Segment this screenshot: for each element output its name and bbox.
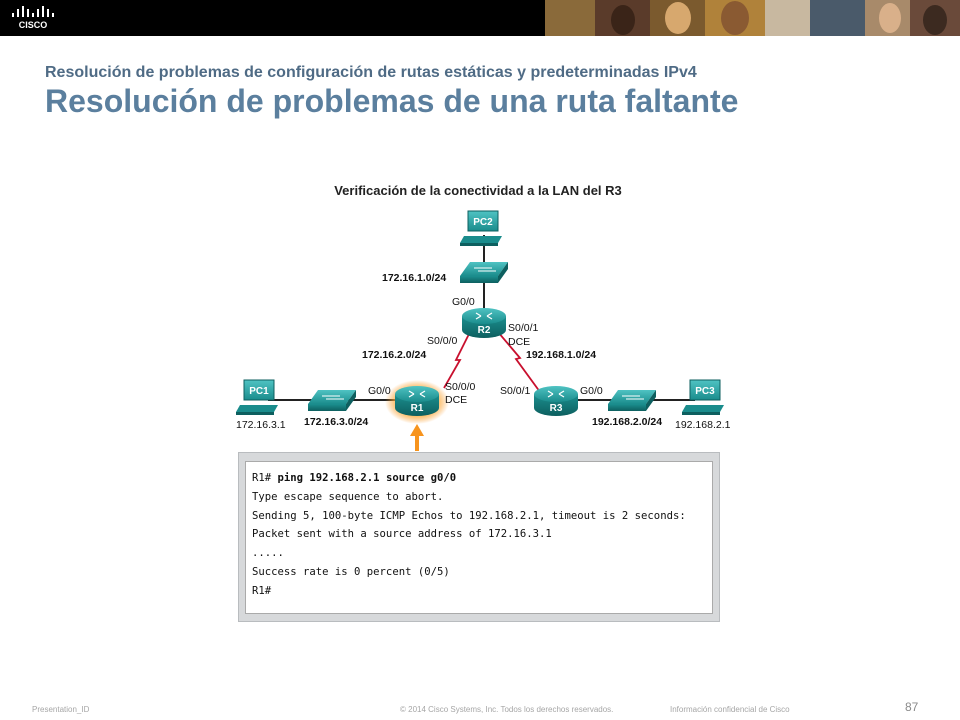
cli-prompt: R1# [252, 472, 278, 484]
cli-line: ..... [252, 547, 284, 560]
r2-dce-label: DCE [508, 336, 531, 348]
cli-line: Success rate is 0 percent (0/5) [252, 565, 450, 578]
r3-label: R3 [549, 403, 563, 414]
cli-command: ping 192.168.2.1 source g0/0 [277, 472, 457, 484]
switch-lan-r1 [308, 390, 356, 411]
net-label-192-168-2: 192.168.2.0/24 [592, 416, 663, 428]
r3-g00-label: G0/0 [580, 385, 603, 397]
r1-dce-label: DCE [445, 394, 468, 406]
slide-title: Resolución de problemas de una ruta faltante [45, 83, 739, 119]
pc2-icon [460, 211, 502, 246]
switch-lan-r2 [460, 262, 508, 283]
pc3-icon [682, 380, 724, 415]
pc1-label: PC1 [249, 386, 269, 397]
r1-label: R1 [410, 403, 424, 414]
router-r3 [534, 386, 578, 416]
cli-line [252, 469, 706, 488]
r1-s000-label: S0/0/0 [445, 381, 476, 393]
r1-g00-label: G0/0 [368, 385, 391, 397]
cli-line: R1# [252, 584, 272, 597]
pc1-icon [236, 380, 278, 415]
slide-subtitle: Resolución de problemas de configuración de rutas estáticas y predeterminadas IPv4 [45, 64, 697, 81]
r3-s001-label: S0/0/1 [500, 385, 531, 397]
page-number: 87 [905, 700, 919, 714]
diagram-title: Verificación de la conectividad a la LAN del R3 [334, 183, 622, 198]
net-label-172-16-1: 172.16.1.0/24 [382, 272, 447, 284]
footer-presentation-id: Presentation_ID [32, 705, 90, 714]
r2-s001-label: S0/0/1 [508, 322, 539, 334]
pc1-ip-label: 172.16.3.1 [236, 419, 286, 431]
cli-output-panel [238, 452, 720, 622]
pc3-label: PC3 [695, 386, 715, 397]
r2-label: R2 [477, 325, 491, 336]
r2-g00-label: G0/0 [452, 296, 475, 308]
highlight-arrow [410, 424, 424, 451]
net-label-172-16-3: 172.16.3.0/24 [304, 416, 369, 428]
pc2-label: PC2 [473, 217, 493, 228]
switch-lan-r3 [608, 390, 656, 411]
cli-line: Type escape sequence to abort. [252, 490, 444, 503]
net-label-192-168-1: 192.168.1.0/24 [526, 349, 597, 361]
router-r2 [462, 308, 506, 338]
cli-line: Sending 5, 100-byte ICMP Echos to 192.168.2.1, timeout is 2 seconds: [252, 509, 686, 522]
footer-copyright: © 2014 Cisco Systems, Inc. Todos los derechos reservados. [400, 705, 614, 714]
router-r1 [395, 386, 439, 416]
r2-s000-label: S0/0/0 [427, 335, 458, 347]
footer-confidential: Información confidencial de Cisco [670, 705, 790, 714]
cisco-logo-text: CISCO [18, 20, 48, 30]
cli-line: Packet sent with a source address of 172.16.3.1 [252, 528, 552, 541]
cli-output-text [245, 461, 713, 614]
net-label-172-16-2: 172.16.2.0/24 [362, 349, 427, 361]
pc3-ip-label: 192.168.2.1 [675, 419, 731, 431]
